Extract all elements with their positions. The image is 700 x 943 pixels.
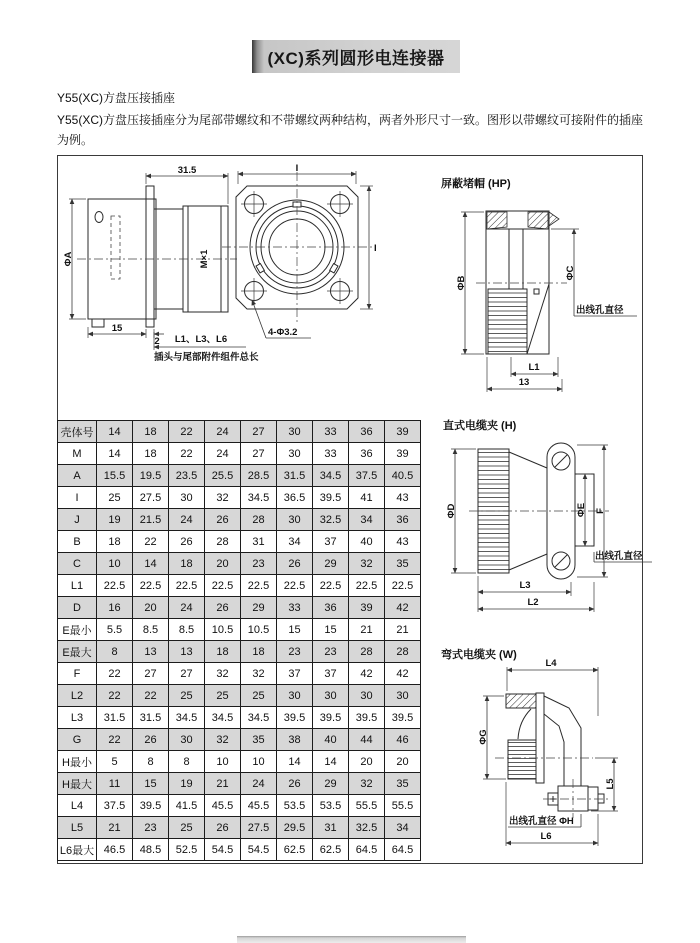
dimension-cell: 37 — [313, 531, 349, 553]
dimension-cell: 30 — [277, 685, 313, 707]
shield-cap-title: 屏蔽堵帽 (HP) — [441, 178, 511, 190]
dimension-cell: 23.5 — [169, 465, 205, 487]
dimension-cell: 38 — [277, 729, 313, 751]
dim-cap-outer-dia: ΦB — [456, 275, 467, 291]
dim-clamp-l2: L2 — [527, 597, 539, 608]
dimension-cell: 42 — [385, 663, 421, 685]
dimension-cell: 43 — [385, 487, 421, 509]
dimension-cell: 64.5 — [349, 839, 385, 861]
dimension-cell: 14 — [313, 751, 349, 773]
dimension-cell: 22 — [169, 443, 205, 465]
dimension-cell: 32 — [349, 773, 385, 795]
dimension-cell: 22 — [97, 685, 133, 707]
dimension-cell: 22.5 — [241, 575, 277, 597]
table-row — [58, 487, 421, 509]
dimension-cell: 8 — [133, 751, 169, 773]
dimension-cell: 30 — [277, 443, 313, 465]
dimension-cell: 26 — [205, 817, 241, 839]
dimension-cell: 35 — [385, 773, 421, 795]
dimension-cell: 36 — [349, 443, 385, 465]
dim-flange-height: I — [374, 243, 377, 254]
row-label: F — [58, 663, 97, 685]
dimension-cell: 37 — [277, 663, 313, 685]
shield-cap-drawing — [431, 171, 646, 406]
row-label: E最大 — [58, 641, 97, 663]
dimension-cell: 8 — [97, 641, 133, 663]
dimension-cell: 22.5 — [277, 575, 313, 597]
dimension-cell: 41 — [349, 487, 385, 509]
dimension-cell: 34.5 — [313, 465, 349, 487]
row-label: E最小 — [58, 619, 97, 641]
straight-clamp-title: 直式电缆夹 (H) — [443, 420, 517, 432]
dimension-cell: 22 — [97, 729, 133, 751]
dimension-cell: 26 — [277, 773, 313, 795]
dimension-cell: 27.5 — [133, 487, 169, 509]
dim-clamp-outer-dia: ΦD — [446, 503, 457, 519]
dimension-cell: 39.5 — [133, 795, 169, 817]
dim-overall-length: 31.5 — [177, 165, 197, 176]
dimension-cell: 30 — [277, 509, 313, 531]
dimension-cell: 34.5 — [169, 707, 205, 729]
dimension-cell: 10.5 — [241, 619, 277, 641]
dimension-cell: 30 — [277, 421, 313, 443]
dimension-cell: 40 — [349, 531, 385, 553]
dimension-cell: 53.5 — [277, 795, 313, 817]
side-view-dimensions — [63, 165, 259, 363]
cap-outlet-label: 出线孔直径 — [576, 305, 624, 316]
table-row — [58, 663, 421, 685]
dimension-cell: 29 — [313, 773, 349, 795]
tail-length-note: 插头与尾部附件组件总长 — [154, 352, 259, 363]
dimension-cell: 25.5 — [205, 465, 241, 487]
dim-shell-diameter: ΦA — [63, 251, 74, 267]
dimension-cell: 14 — [97, 443, 133, 465]
dimension-cell: 31.5 — [97, 707, 133, 729]
dim-cap-l1: L1 — [528, 362, 540, 373]
dimension-cell: 30 — [169, 487, 205, 509]
dimension-cell: 41.5 — [169, 795, 205, 817]
dimension-cell: 26 — [277, 553, 313, 575]
dim-cap-hole-dia: ΦC — [565, 265, 576, 281]
row-label: B — [58, 531, 97, 553]
dimension-cell: 21 — [205, 773, 241, 795]
dimension-cell: 13 — [169, 641, 205, 663]
table-row — [58, 751, 421, 773]
dimension-cell: 26 — [205, 509, 241, 531]
dim-clamp-l3: L3 — [519, 580, 531, 591]
dimension-cell: 30 — [385, 685, 421, 707]
table-row — [58, 531, 421, 553]
table-row — [58, 773, 421, 795]
dimension-cell: 40.5 — [385, 465, 421, 487]
dimension-cell: 25 — [205, 685, 241, 707]
dimension-cell: 25 — [169, 817, 205, 839]
dimension-cell: 32 — [205, 729, 241, 751]
intro-paragraph: Y55(XC)方盘压接插座分为尾部带螺纹和不带螺纹两种结构，两者外形尺寸一致。图形以带螺纹可接附件的插座为例。 — [57, 113, 644, 147]
dimension-cell: 18 — [241, 641, 277, 663]
dimension-cell: 43 — [385, 531, 421, 553]
dimension-cell: 22 — [169, 421, 205, 443]
dimension-cell: 21 — [97, 817, 133, 839]
dimension-cell: 28.5 — [241, 465, 277, 487]
dimension-cell: 35 — [241, 729, 277, 751]
dimension-cell: 30 — [169, 729, 205, 751]
dimension-cell: 52.5 — [169, 839, 205, 861]
dimension-cell: 36 — [385, 509, 421, 531]
footer-bar — [237, 936, 466, 943]
dimension-cell: 55.5 — [349, 795, 385, 817]
dimension-cell: 32 — [205, 663, 241, 685]
dimension-cell: 25 — [169, 685, 205, 707]
dimension-cell: 18 — [97, 531, 133, 553]
table-row — [58, 839, 421, 861]
table-row — [58, 597, 421, 619]
mounting-holes-label: 4-Φ3.2 — [268, 327, 298, 338]
dimension-cell: 10 — [241, 751, 277, 773]
dimension-cell: 22.5 — [385, 575, 421, 597]
straight-clamp-outline — [469, 443, 609, 579]
dim-angled-l4: L4 — [545, 658, 557, 669]
dimension-cell: 22 — [97, 663, 133, 685]
dimension-cell: 22 — [133, 531, 169, 553]
dimension-cell: 24 — [169, 509, 205, 531]
dimension-cell: 39.5 — [385, 707, 421, 729]
dim-flange-width: I — [295, 163, 299, 174]
dimension-cell: 24 — [241, 773, 277, 795]
dimension-cell: 20 — [133, 597, 169, 619]
dimension-cell: 8 — [169, 751, 205, 773]
dimension-cell: 16 — [97, 597, 133, 619]
dimension-cell: 28 — [241, 509, 277, 531]
dimension-cell: 5 — [97, 751, 133, 773]
dimension-cell: 26 — [133, 729, 169, 751]
dimension-cell: 26 — [205, 597, 241, 619]
table-row — [58, 619, 421, 641]
dim-front-length: 15 — [111, 323, 123, 334]
dimension-cell: 39.5 — [313, 707, 349, 729]
dimension-cell: 64.5 — [385, 839, 421, 861]
row-label: L6最大 — [58, 839, 97, 861]
front-view-outline — [222, 172, 372, 322]
dim-cap-13: 13 — [518, 377, 530, 388]
content-frame — [57, 155, 643, 864]
row-label: 壳体号 — [58, 421, 97, 443]
dimension-cell: 18 — [169, 553, 205, 575]
dimension-cell: 22.5 — [169, 575, 205, 597]
dimension-cell: 31.5 — [277, 465, 313, 487]
dimension-cell: 22.5 — [205, 575, 241, 597]
row-label: J — [58, 509, 97, 531]
dimension-cell: 45.5 — [241, 795, 277, 817]
dimension-cell: 27 — [241, 443, 277, 465]
dimension-cell: 20 — [349, 751, 385, 773]
straight-clamp-dimensions — [446, 445, 652, 612]
dim-angled-l6: L6 — [540, 831, 552, 842]
table-row — [58, 443, 421, 465]
dimension-cell: 62.5 — [277, 839, 313, 861]
dimension-cell: 10.5 — [205, 619, 241, 641]
dimension-cell: 39 — [385, 443, 421, 465]
table-row — [58, 817, 421, 839]
row-label: C — [58, 553, 97, 575]
dimension-cell: 29.5 — [277, 817, 313, 839]
dimension-cell: 14 — [277, 751, 313, 773]
row-label: H最小 — [58, 751, 97, 773]
dimension-cell: 21.5 — [133, 509, 169, 531]
dimension-cell: 22.5 — [313, 575, 349, 597]
dimension-cell: 32 — [241, 663, 277, 685]
dim-clamp-f: F — [595, 508, 606, 514]
dimension-cell: 31 — [313, 817, 349, 839]
dimension-cell: 26 — [169, 531, 205, 553]
dimension-cell: 33 — [313, 443, 349, 465]
dimension-cell: 22 — [133, 685, 169, 707]
side-view-outline — [77, 186, 237, 327]
table-row — [58, 707, 421, 729]
dimension-cell: 27 — [169, 663, 205, 685]
dimension-cell: 45.5 — [205, 795, 241, 817]
dimension-cell: 23 — [277, 641, 313, 663]
table-row — [58, 729, 421, 751]
dimension-cell: 23 — [133, 817, 169, 839]
dimension-cell: 44 — [349, 729, 385, 751]
front-view-dimensions — [238, 163, 377, 338]
clamp-outlet-label: 出线孔直径 — [595, 551, 643, 562]
dimension-cell: 13 — [133, 641, 169, 663]
dim-angled-l5: L5 — [605, 778, 616, 790]
dimension-cell: 11 — [97, 773, 133, 795]
dimension-cell: 36.5 — [277, 487, 313, 509]
dimension-cell: 37.5 — [97, 795, 133, 817]
dimension-cell: 5.5 — [97, 619, 133, 641]
row-label: L3 — [58, 707, 97, 729]
dimension-cell: 46 — [385, 729, 421, 751]
dimension-cell: 10 — [97, 553, 133, 575]
table-row — [58, 575, 421, 597]
page-title: (XC)系列圆形电连接器 — [267, 49, 445, 68]
dimension-cell: 48.5 — [133, 839, 169, 861]
dim-angled-outer-dia: ΦG — [478, 729, 489, 745]
dimension-cell: 19.5 — [133, 465, 169, 487]
dimension-cell: 15.5 — [97, 465, 133, 487]
row-label: L5 — [58, 817, 97, 839]
dimension-cell: 40 — [313, 729, 349, 751]
dimension-cell: 8.5 — [169, 619, 205, 641]
dimension-cell: 14 — [97, 421, 133, 443]
dimension-cell: 23 — [313, 641, 349, 663]
dimension-cell: 14 — [133, 553, 169, 575]
dimension-cell: 22.5 — [97, 575, 133, 597]
dimension-cell: 33 — [313, 421, 349, 443]
dimension-cell: 20 — [205, 553, 241, 575]
dimension-cell: 39 — [385, 421, 421, 443]
dimension-cell: 36 — [313, 597, 349, 619]
table-row — [58, 795, 421, 817]
row-label: I — [58, 487, 97, 509]
dimension-cell: 22.5 — [349, 575, 385, 597]
dimension-cell: 28 — [385, 641, 421, 663]
intro-heading: Y55(XC)方盘压接插座 — [57, 91, 176, 105]
dimension-cell: 30 — [349, 685, 385, 707]
table-row — [58, 509, 421, 531]
row-label: G — [58, 729, 97, 751]
dimension-cell: 35 — [385, 553, 421, 575]
dimension-cell: 23 — [241, 553, 277, 575]
dimension-cell: 15 — [277, 619, 313, 641]
dimension-cell: 18 — [205, 641, 241, 663]
dimension-cell: 19 — [169, 773, 205, 795]
row-label: D — [58, 597, 97, 619]
dimension-cell: 18 — [133, 443, 169, 465]
dimension-cell: 21 — [385, 619, 421, 641]
dim-flange-thickness: 2 — [154, 336, 160, 347]
dimension-cell: 28 — [349, 641, 385, 663]
row-label: H最大 — [58, 773, 97, 795]
dimension-cell: 39.5 — [349, 707, 385, 729]
socket-outline-drawing — [61, 164, 431, 416]
dimension-cell: 15 — [133, 773, 169, 795]
dimension-cell: 39.5 — [313, 487, 349, 509]
dim-clamp-hole-dia: ΦE — [576, 502, 587, 518]
dimension-cell: 36 — [349, 421, 385, 443]
dimension-table — [57, 420, 421, 861]
angled-outlet-label: 出线孔直径 ΦH — [509, 816, 574, 827]
table-row — [58, 553, 421, 575]
dimension-cell: 34 — [277, 531, 313, 553]
dimension-cell: 27 — [133, 663, 169, 685]
dimension-cell: 42 — [349, 663, 385, 685]
dimension-cell: 18 — [133, 421, 169, 443]
dimension-cell: 28 — [205, 531, 241, 553]
dimension-cell: 24 — [169, 597, 205, 619]
dimension-cell: 34 — [349, 509, 385, 531]
dimension-cell: 32.5 — [349, 817, 385, 839]
dimension-cell: 54.5 — [205, 839, 241, 861]
dimension-cell: 19 — [97, 509, 133, 531]
angled-cable-clamp-drawing — [431, 646, 676, 862]
dimension-cell: 37 — [313, 663, 349, 685]
dimension-cell: 24 — [205, 443, 241, 465]
dimension-cell: 34.5 — [205, 707, 241, 729]
dimension-cell: 55.5 — [385, 795, 421, 817]
dimension-cell: 31.5 — [133, 707, 169, 729]
angled-clamp-outline — [495, 693, 609, 818]
shield-cap-dimensions — [456, 212, 637, 392]
table-row — [58, 685, 421, 707]
dimension-cell: 53.5 — [313, 795, 349, 817]
dimension-cell: 29 — [241, 597, 277, 619]
dimension-cell: 20 — [385, 751, 421, 773]
dimension-cell: 42 — [385, 597, 421, 619]
dimension-cell: 22.5 — [133, 575, 169, 597]
dimension-cell: 34.5 — [241, 707, 277, 729]
dimension-cell: 39 — [349, 597, 385, 619]
dimension-cell: 31 — [241, 531, 277, 553]
row-label: L2 — [58, 685, 97, 707]
table-row — [58, 465, 421, 487]
row-label: L1 — [58, 575, 97, 597]
dimension-cell: 32.5 — [313, 509, 349, 531]
dimension-cell: 15 — [313, 619, 349, 641]
table-row — [58, 641, 421, 663]
dimension-cell: 62.5 — [313, 839, 349, 861]
dimension-cell: 27.5 — [241, 817, 277, 839]
dimension-cell: 37.5 — [349, 465, 385, 487]
row-label: L4 — [58, 795, 97, 817]
angled-clamp-dimensions — [478, 658, 618, 846]
page-title-bar — [252, 40, 460, 73]
dimension-cell: 24 — [205, 421, 241, 443]
dimension-cell: 30 — [313, 685, 349, 707]
dimension-cell: 10 — [205, 751, 241, 773]
dim-thread-spec: M×1 — [199, 249, 210, 269]
row-label: M — [58, 443, 97, 465]
row-label: A — [58, 465, 97, 487]
dimension-cell: 29 — [313, 553, 349, 575]
dimension-cell: 25 — [97, 487, 133, 509]
dim-tail-lengths: L1、L3、L6 — [174, 334, 228, 345]
shield-cap-outline — [476, 211, 567, 354]
dimension-cell: 25 — [241, 685, 277, 707]
dimension-cell: 46.5 — [97, 839, 133, 861]
dimension-cell: 32 — [205, 487, 241, 509]
dimension-cell: 39.5 — [277, 707, 313, 729]
dimension-cell: 54.5 — [241, 839, 277, 861]
dimension-cell: 34.5 — [241, 487, 277, 509]
dimension-cell: 8.5 — [133, 619, 169, 641]
dimension-cell: 27 — [241, 421, 277, 443]
straight-cable-clamp-drawing — [431, 416, 661, 628]
dimension-table-body — [58, 421, 421, 861]
dimension-cell: 33 — [277, 597, 313, 619]
dimension-cell: 34 — [385, 817, 421, 839]
dimension-cell: 21 — [349, 619, 385, 641]
angled-clamp-title: 弯式电缆夹 (W) — [441, 649, 517, 661]
table-row — [58, 421, 421, 443]
dimension-cell: 32 — [349, 553, 385, 575]
